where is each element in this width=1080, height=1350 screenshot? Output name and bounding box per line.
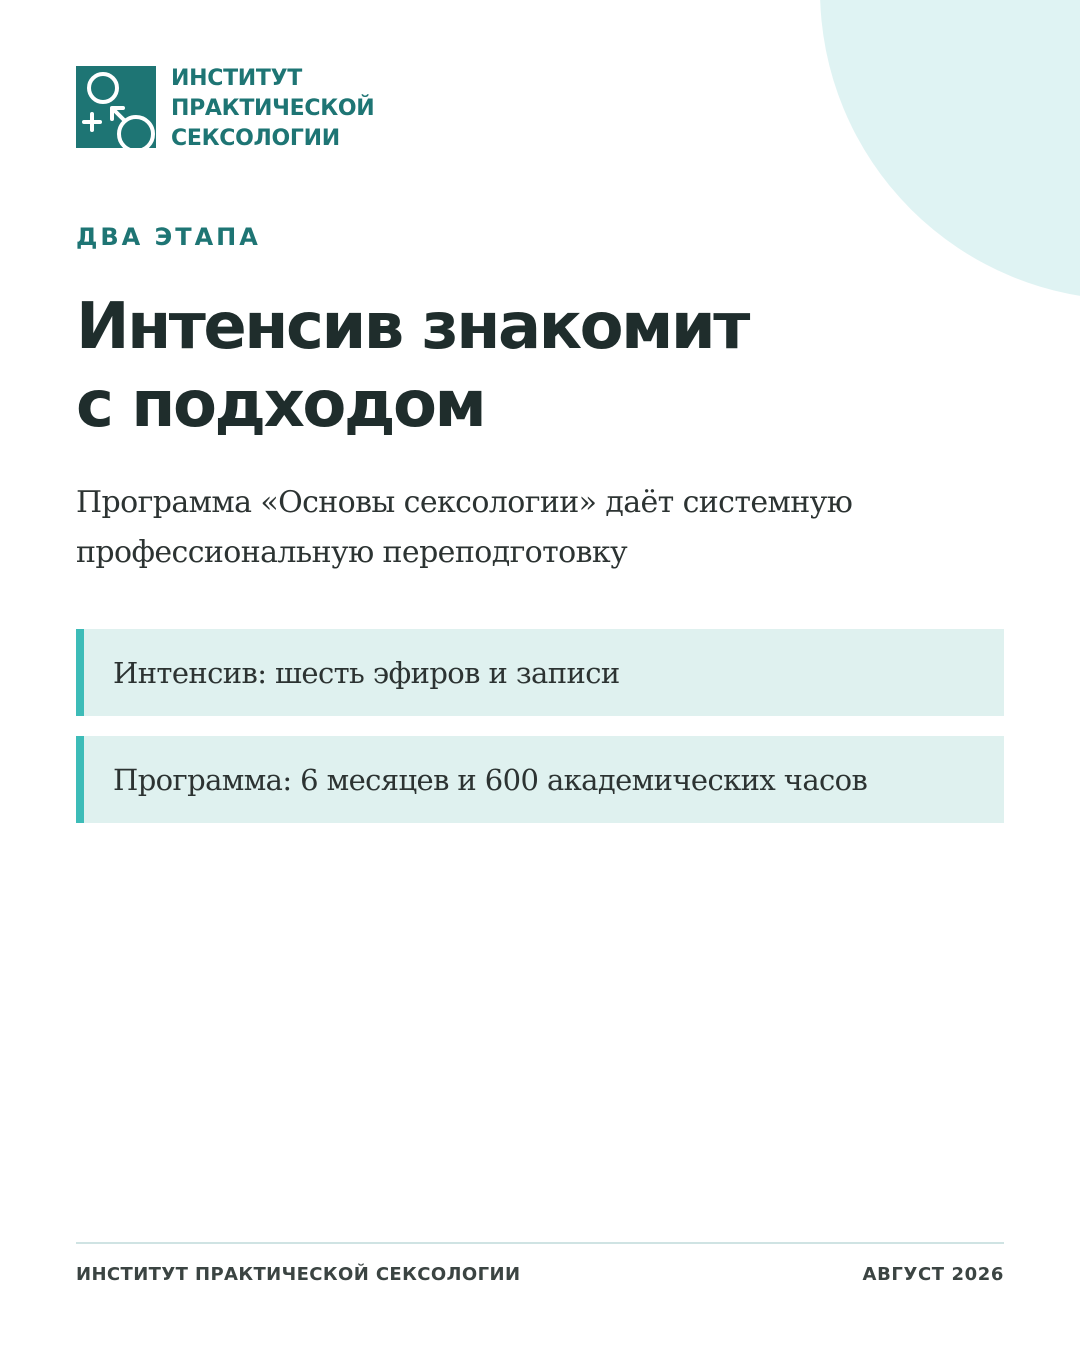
subtitle-line: профессиональную переподготовку bbox=[76, 535, 628, 570]
gender-symbols-logo-icon bbox=[76, 66, 156, 148]
stage-cards bbox=[76, 629, 1004, 843]
stage-card-label: Интенсив: шесть эфиров и записи bbox=[113, 655, 620, 690]
subtitle-line: Программа «Основы сексологии» даёт системную bbox=[76, 485, 853, 520]
page-title-line: с подходом bbox=[76, 368, 485, 442]
stage-card-program bbox=[76, 736, 1004, 823]
section-kicker: ДВА ЭТАПА bbox=[76, 223, 261, 251]
logo-wordmark bbox=[171, 64, 374, 154]
footer-organization: ИНСТИТУТ ПРАКТИЧЕСКОЙ СЕКСОЛОГИИ bbox=[76, 1264, 521, 1285]
stage-card-label: Программа: 6 месяцев и 600 академических часов bbox=[113, 762, 868, 797]
logo-line: ПРАКТИЧЕСКОЙ bbox=[171, 96, 375, 121]
institute-logo bbox=[76, 66, 374, 154]
subtitle bbox=[76, 478, 1016, 578]
logo-line: СЕКСОЛОГИИ bbox=[171, 126, 340, 151]
footer-date: АВГУСТ 2026 bbox=[862, 1264, 1004, 1285]
logo-line: ИНСТИТУТ bbox=[171, 66, 302, 91]
page-title-line: Интенсив знакомит bbox=[76, 290, 748, 364]
footer-divider bbox=[76, 1242, 1004, 1244]
page-title bbox=[76, 288, 976, 444]
decorative-circle bbox=[820, 0, 1080, 300]
stage-card-intensive bbox=[76, 629, 1004, 716]
